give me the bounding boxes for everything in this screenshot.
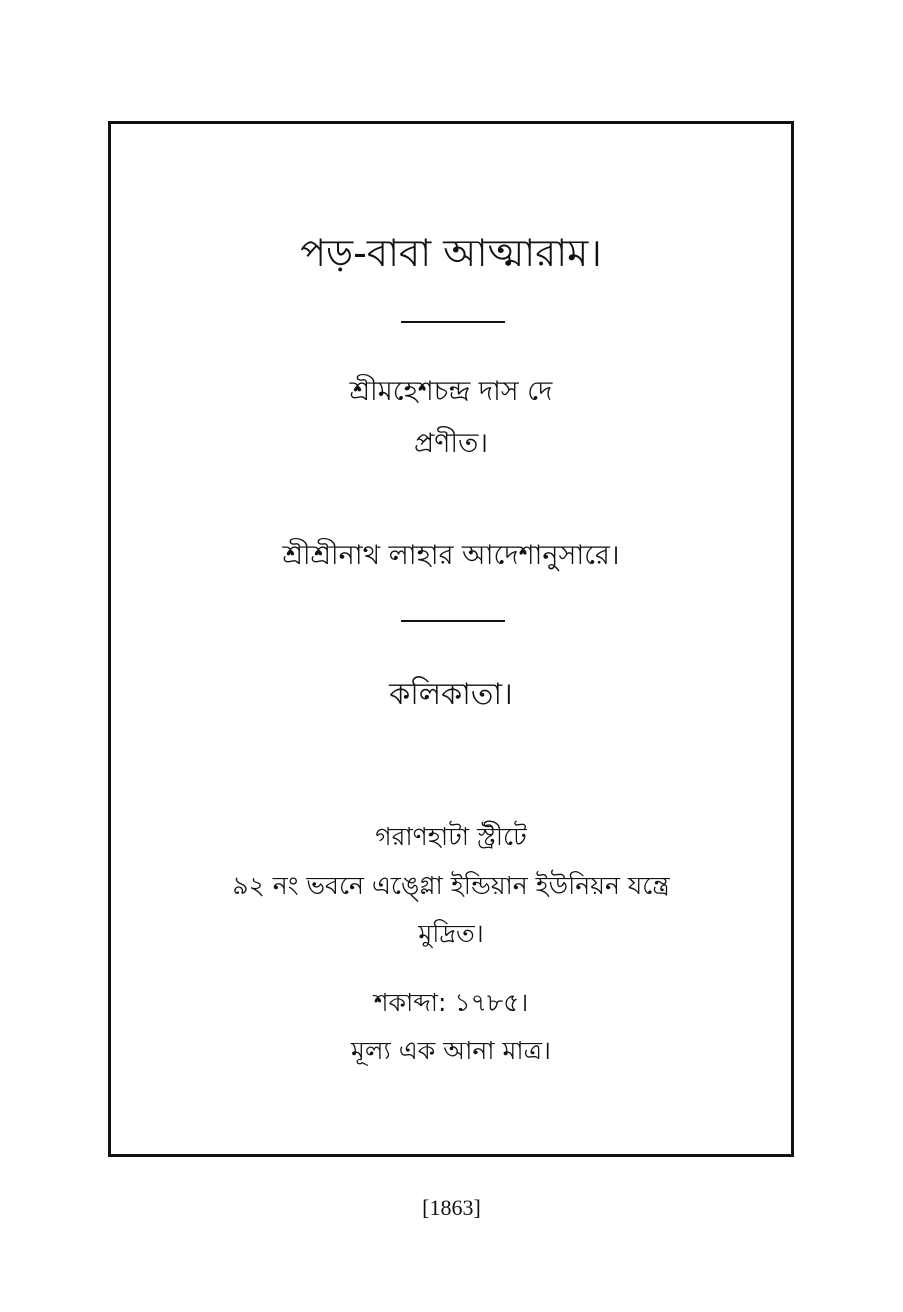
imprint-press: ৯২ নং ভবনে এঙ্গ্লো ইন্ডিয়ান ইউনিয়ন যন্ত্রে bbox=[232, 871, 670, 900]
imprint-street: গরাণহাটা স্ট্রীটে bbox=[375, 822, 527, 851]
divider-rule bbox=[401, 321, 505, 323]
commission-line: শ্রীশ্রীনাথ লাহার আদেশানুসারে। bbox=[282, 540, 620, 571]
imprint-printed: মুদ্রিত। bbox=[418, 919, 484, 948]
price-line: মূল্য এক আনা মাত্র। bbox=[351, 1036, 551, 1065]
publication-place: কলিকাতা। bbox=[389, 677, 513, 712]
author-name: শ্রীমহেশচন্দ্র দাস দে bbox=[349, 376, 553, 407]
year-note: [1863] bbox=[422, 1195, 481, 1220]
divider-rule bbox=[401, 620, 505, 622]
book-title: পড়-বাবা আত্মারাম। bbox=[300, 231, 602, 275]
composed-by-line: প্রণীত। bbox=[413, 428, 489, 459]
title-page-frame bbox=[108, 121, 794, 1157]
saka-year: শকাব্দা: ১৭৮৫। bbox=[373, 988, 529, 1017]
